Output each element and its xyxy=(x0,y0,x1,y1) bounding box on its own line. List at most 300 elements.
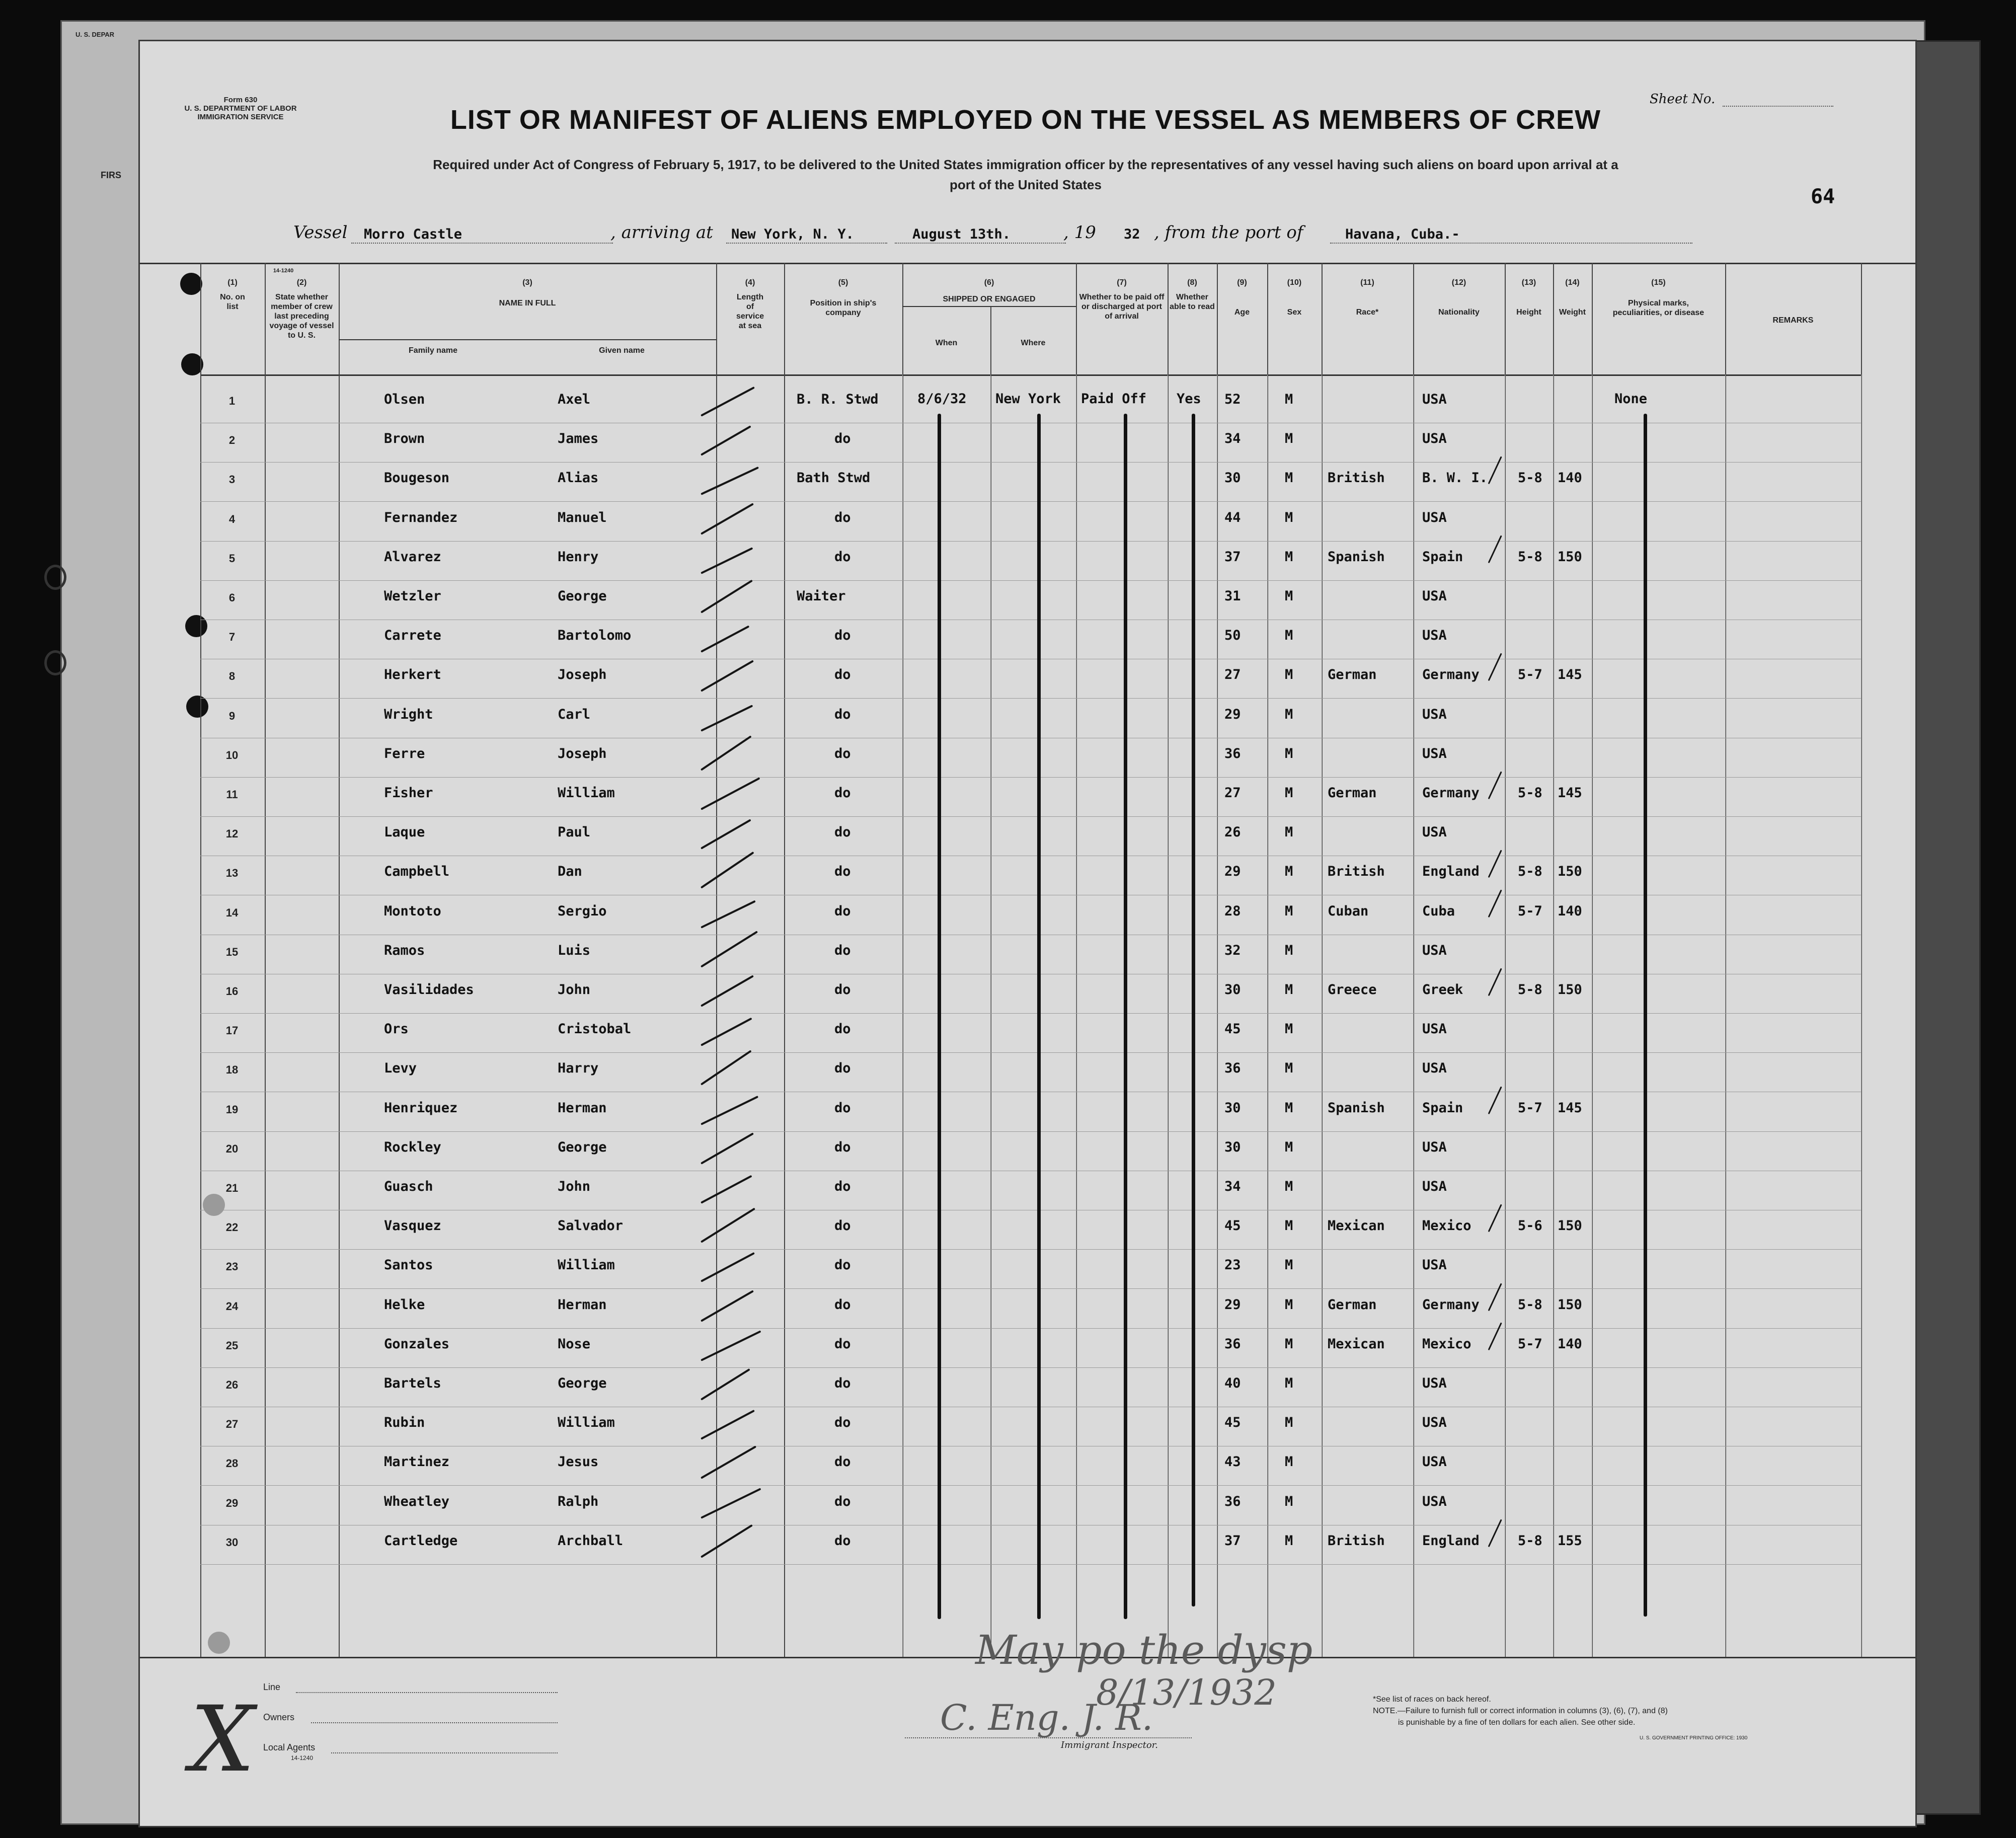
check-mark xyxy=(701,1096,758,1125)
race: British xyxy=(1328,864,1385,879)
check-mark xyxy=(701,1018,752,1046)
row-number: 26 xyxy=(225,1378,239,1391)
binder-hole xyxy=(203,1194,225,1216)
grid-line xyxy=(902,374,903,1657)
nationality: USA xyxy=(1422,1375,1447,1391)
weight: 150 xyxy=(1558,1297,1582,1313)
col-number-label: (12) xyxy=(1451,278,1466,287)
check-mark xyxy=(701,705,753,732)
agents-code: 14-1240 xyxy=(291,1754,314,1762)
sex: M xyxy=(1285,470,1293,486)
given-name: John xyxy=(558,982,591,998)
sex: M xyxy=(1285,1218,1293,1234)
age: 36 xyxy=(1224,1060,1241,1076)
given-name: Joseph xyxy=(558,746,607,761)
ditto-line-where xyxy=(1037,414,1041,1619)
position: do xyxy=(834,785,851,801)
sex: M xyxy=(1285,628,1293,643)
height: 5-6 xyxy=(1518,1218,1542,1234)
family-name: Campbell xyxy=(384,864,450,879)
arriving-port: New York, N. Y. xyxy=(731,226,854,242)
position: do xyxy=(834,1415,851,1430)
ditto-line-marks xyxy=(1644,414,1647,1617)
position: do xyxy=(834,707,851,722)
agents-label: Local Agents xyxy=(263,1742,316,1752)
age: 28 xyxy=(1224,903,1241,919)
family-name: Levy xyxy=(384,1060,417,1076)
col-header-service xyxy=(716,278,784,331)
nationality: USA xyxy=(1422,824,1447,840)
shipped-when: 8/6/32 xyxy=(917,391,967,407)
row-number: 5 xyxy=(228,552,236,565)
row-number: 28 xyxy=(225,1457,239,1470)
row-number: 18 xyxy=(225,1063,239,1076)
family-name: Rubin xyxy=(384,1415,425,1430)
tick-mark xyxy=(1488,535,1502,563)
family-name: Vasquez xyxy=(384,1218,441,1234)
row-number: 23 xyxy=(225,1260,239,1273)
age: 44 xyxy=(1224,510,1241,525)
family-name: Bougeson xyxy=(384,470,450,486)
row-number: 20 xyxy=(225,1142,239,1155)
col-label: Weight xyxy=(1559,308,1586,317)
owners-field xyxy=(311,1722,558,1723)
date-line xyxy=(895,243,1066,244)
given-name: Bartolomo xyxy=(558,628,632,643)
sex: M xyxy=(1285,746,1293,761)
position: do xyxy=(834,1336,851,1352)
header-bottom-rule xyxy=(200,374,1861,376)
sex: M xyxy=(1285,707,1293,722)
height: 5-8 xyxy=(1518,549,1542,565)
check-mark xyxy=(701,1175,752,1204)
row-number: 27 xyxy=(225,1418,239,1430)
position: do xyxy=(834,1297,851,1313)
age: 50 xyxy=(1224,628,1241,643)
handwritten-signature: C. Eng. J. R. xyxy=(940,1697,1153,1738)
family-name: Henriquez xyxy=(384,1100,458,1116)
position: do xyxy=(834,943,851,958)
binder-ring xyxy=(44,565,66,590)
nationality: Greek xyxy=(1422,982,1463,998)
check-mark xyxy=(701,975,754,1007)
check-mark xyxy=(701,1488,761,1518)
position: do xyxy=(834,1533,851,1549)
col-number-label: (5) xyxy=(838,278,848,287)
age: 29 xyxy=(1224,707,1241,722)
race: Spanish xyxy=(1328,549,1385,565)
row-number: 10 xyxy=(225,749,239,761)
sex: M xyxy=(1285,1179,1293,1194)
given-name: Axel xyxy=(558,392,591,407)
check-mark xyxy=(701,852,754,889)
nationality: England xyxy=(1422,864,1480,879)
vessel-name: Morro Castle xyxy=(364,226,462,242)
age: 30 xyxy=(1224,982,1241,998)
nationality: USA xyxy=(1422,588,1447,604)
check-mark xyxy=(701,580,753,614)
ditto-line-when xyxy=(938,414,941,1619)
tick-mark xyxy=(1488,1204,1502,1232)
given-name: George xyxy=(558,1139,607,1155)
position: B. R. Stwd xyxy=(797,392,879,407)
check-mark xyxy=(701,387,755,417)
sex: M xyxy=(1285,824,1293,840)
nationality: Germany xyxy=(1422,667,1480,682)
binder-hole xyxy=(185,615,207,637)
handwritten-mark: X xyxy=(190,1687,255,1792)
nationality: Mexico xyxy=(1422,1336,1471,1352)
check-mark xyxy=(701,503,754,534)
sex: M xyxy=(1285,903,1293,919)
age: 34 xyxy=(1224,431,1241,446)
race: British xyxy=(1328,1533,1385,1549)
row-number: 12 xyxy=(225,827,239,840)
vessel-line xyxy=(351,243,613,244)
tick-mark xyxy=(1488,456,1502,484)
family-name: Ors xyxy=(384,1021,409,1037)
check-mark xyxy=(701,1132,754,1164)
given-name: James xyxy=(558,431,599,446)
given-name: Nose xyxy=(558,1336,591,1352)
row-number: 15 xyxy=(225,946,239,958)
given-name: Ralph xyxy=(558,1494,599,1509)
check-mark xyxy=(701,626,749,653)
given-name: George xyxy=(558,1375,607,1391)
race: Cuban xyxy=(1328,903,1369,919)
family-name: Laque xyxy=(384,824,425,840)
age: 27 xyxy=(1224,785,1241,801)
position: do xyxy=(834,1375,851,1391)
family-name: Wheatley xyxy=(384,1494,450,1509)
col-label: Race* xyxy=(1356,308,1379,317)
col-header-race xyxy=(1322,278,1413,317)
tick-mark xyxy=(1488,653,1502,681)
line-field xyxy=(296,1692,558,1693)
grid-line xyxy=(990,374,991,1657)
family-name: Carrete xyxy=(384,628,441,643)
nationality: England xyxy=(1422,1533,1480,1549)
weight: 145 xyxy=(1558,1100,1582,1116)
nationality: USA xyxy=(1422,510,1447,525)
handwritten-inspector-note: May po the dysp xyxy=(975,1627,1313,1673)
col-number-label: (4) xyxy=(745,278,755,287)
check-mark xyxy=(701,1208,755,1243)
col-header-read xyxy=(1168,278,1217,312)
penalty-note-2: is punishable by a fine of ten dollars for each alien. See other side. xyxy=(1398,1718,1636,1727)
nationality: USA xyxy=(1422,1179,1447,1194)
given-name: Sergio xyxy=(558,903,607,919)
tick-mark xyxy=(1488,1283,1502,1311)
from-port: Havana, Cuba.- xyxy=(1345,226,1460,242)
position: Bath Stwd xyxy=(797,470,871,486)
col-header-given-name: Given name xyxy=(599,346,645,355)
row-divider xyxy=(200,1288,1861,1289)
sex: M xyxy=(1285,588,1293,604)
family-name: Cartledge xyxy=(384,1533,458,1549)
able-to-read: Yes xyxy=(1177,391,1201,407)
weight: 155 xyxy=(1558,1533,1582,1549)
sex: M xyxy=(1285,785,1293,801)
weight: 140 xyxy=(1558,903,1582,919)
ditto-line-paid xyxy=(1124,414,1127,1619)
row-number: 7 xyxy=(228,631,236,643)
age: 30 xyxy=(1224,470,1241,486)
col-number-label: (14) xyxy=(1565,278,1580,287)
nationality: USA xyxy=(1422,628,1447,643)
nationality: Spain xyxy=(1422,1100,1463,1116)
age: 37 xyxy=(1224,1533,1241,1549)
family-name: Gonzales xyxy=(384,1336,450,1352)
height: 5-8 xyxy=(1518,1533,1542,1549)
row-divider xyxy=(200,462,1861,463)
sex: M xyxy=(1285,1533,1293,1549)
col-number-label: (9) xyxy=(1237,278,1247,287)
family-name: Herkert xyxy=(384,667,441,682)
row-divider xyxy=(200,777,1861,778)
vessel-label: Vessel xyxy=(293,222,348,243)
handwritten-date: 8/13/1932 xyxy=(1096,1672,1277,1713)
col-label: Physical marks, peculiarities, or disease xyxy=(1612,299,1704,317)
tick-mark xyxy=(1488,1322,1502,1350)
binder-hole xyxy=(186,696,208,718)
family-name: Wright xyxy=(384,707,433,722)
grid-line xyxy=(1725,374,1726,1657)
arrival-date: August 13th. xyxy=(912,226,1011,242)
given-name: Jesus xyxy=(558,1454,599,1470)
physical-marks: None xyxy=(1614,391,1648,407)
page-subtitle-2: port of the United States xyxy=(950,177,1102,192)
nationality: USA xyxy=(1422,943,1447,958)
nationality: Cuba xyxy=(1422,903,1455,919)
age: 40 xyxy=(1224,1375,1241,1391)
family-name: Guasch xyxy=(384,1179,433,1194)
row-divider xyxy=(200,501,1861,502)
given-name: John xyxy=(558,1179,591,1194)
back-sheet-label-2: FIRS xyxy=(101,170,122,180)
row-number: 11 xyxy=(226,788,238,801)
age: 30 xyxy=(1224,1100,1241,1116)
age: 45 xyxy=(1224,1218,1241,1234)
col-label: Whether to be paid off or discharged at port of arrival xyxy=(1079,293,1165,321)
age: 29 xyxy=(1224,1297,1241,1313)
col-header-family-name: Family name xyxy=(409,346,457,355)
check-mark xyxy=(701,1410,755,1440)
sex: M xyxy=(1285,667,1293,682)
col-header-shipped xyxy=(902,278,1076,304)
nationality: USA xyxy=(1422,1021,1447,1037)
inspector-label: Immigrant Inspector. xyxy=(1061,1740,1158,1750)
height: 5-8 xyxy=(1518,785,1542,801)
check-mark xyxy=(701,425,751,455)
col-label: NAME IN FULL xyxy=(499,299,556,308)
row-divider xyxy=(200,1013,1861,1014)
given-name: Harry xyxy=(558,1060,599,1076)
nationality: USA xyxy=(1422,1060,1447,1076)
row-number: 30 xyxy=(225,1536,239,1549)
nationality: USA xyxy=(1422,392,1447,407)
row-number: 19 xyxy=(225,1103,239,1116)
family-name: Fisher xyxy=(384,785,433,801)
shipped-subheader-rule xyxy=(902,306,1076,307)
check-mark xyxy=(701,1524,753,1558)
year-label: , 19 xyxy=(1063,222,1096,243)
sex: M xyxy=(1285,1100,1293,1116)
form-department: U. S. DEPARTMENT OF LABOR xyxy=(184,104,297,113)
age: 36 xyxy=(1224,1494,1241,1509)
grid-line xyxy=(1553,374,1554,1657)
position: do xyxy=(834,1021,851,1037)
family-name: Rockley xyxy=(384,1139,441,1155)
row-number: 24 xyxy=(225,1300,239,1313)
weight: 145 xyxy=(1558,785,1582,801)
sex: M xyxy=(1285,943,1293,958)
row-number: 3 xyxy=(228,473,236,486)
sex: M xyxy=(1285,1297,1293,1313)
check-mark xyxy=(701,467,759,495)
check-mark xyxy=(701,1330,761,1361)
weight: 150 xyxy=(1558,982,1582,998)
sex: M xyxy=(1285,982,1293,998)
given-name: Paul xyxy=(558,824,591,840)
height: 5-7 xyxy=(1518,1100,1542,1116)
nationality: USA xyxy=(1422,1257,1447,1273)
grid-line xyxy=(1413,374,1414,1657)
tick-mark xyxy=(1488,771,1502,799)
family-name: Fernandez xyxy=(384,510,458,525)
given-name: Dan xyxy=(558,864,582,879)
binder-hole xyxy=(180,273,202,295)
given-name: Cristobal xyxy=(558,1021,632,1037)
sex: M xyxy=(1285,864,1293,879)
age: 36 xyxy=(1224,746,1241,761)
col-header-where: Where xyxy=(1021,339,1046,347)
race: Mexican xyxy=(1328,1218,1385,1234)
check-mark xyxy=(701,1290,754,1322)
check-mark xyxy=(701,1368,750,1401)
sex: M xyxy=(1285,1336,1293,1352)
check-mark xyxy=(701,1050,752,1085)
col-label: Length of service at sea xyxy=(736,293,764,330)
col-number-label: (8) xyxy=(1187,278,1197,287)
weight: 150 xyxy=(1558,1218,1582,1234)
tick-mark xyxy=(1488,968,1502,996)
family-name: Helke xyxy=(384,1297,425,1313)
family-name: Olsen xyxy=(384,392,425,407)
age: 43 xyxy=(1224,1454,1241,1470)
col-header-sex xyxy=(1267,278,1322,317)
arriving-label: , arriving at xyxy=(610,222,713,243)
row-divider xyxy=(200,1249,1861,1250)
row-divider xyxy=(200,698,1861,699)
sex: M xyxy=(1285,1021,1293,1037)
given-name: Luis xyxy=(558,943,591,958)
race: Spanish xyxy=(1328,1100,1385,1116)
row-divider xyxy=(200,1131,1861,1132)
height: 5-8 xyxy=(1518,864,1542,879)
owners-label: Owners xyxy=(263,1712,295,1722)
col-number-label: (11) xyxy=(1360,278,1374,287)
col-header-remarks: REMARKS xyxy=(1772,316,1814,325)
check-mark xyxy=(701,1252,755,1282)
row-divider xyxy=(200,1328,1861,1329)
col-divider xyxy=(784,263,785,1657)
col-number-label: (7) xyxy=(1117,278,1127,287)
given-name: Herman xyxy=(558,1297,607,1313)
position: do xyxy=(834,1454,851,1470)
page-number: 64 xyxy=(1811,185,1835,208)
col-label: No. on list xyxy=(220,293,245,311)
position: do xyxy=(834,1257,851,1273)
col-header-position xyxy=(784,278,902,318)
sex: M xyxy=(1285,1454,1293,1470)
age: 37 xyxy=(1224,549,1241,565)
position: do xyxy=(834,982,851,998)
form-number: Form 630 xyxy=(223,96,258,104)
sex: M xyxy=(1285,392,1293,407)
binder-hole xyxy=(208,1632,230,1654)
shipped-where: New York xyxy=(995,391,1061,407)
row-number: 21 xyxy=(225,1182,239,1194)
race-note: *See list of races on back hereof. xyxy=(1373,1695,1491,1704)
table-top-rule xyxy=(140,263,1915,264)
given-name: Archball xyxy=(558,1533,624,1549)
col-label: SHIPPED OR ENGAGED xyxy=(943,295,1036,303)
family-name: Ferre xyxy=(384,746,425,761)
family-name: Vasilidades xyxy=(384,982,474,998)
col-header-number xyxy=(200,278,265,312)
nationality: USA xyxy=(1422,431,1447,446)
family-name: Ramos xyxy=(384,943,425,958)
nationality: Mexico xyxy=(1422,1218,1471,1234)
nationality: Spain xyxy=(1422,549,1463,565)
tick-mark xyxy=(1488,1086,1502,1114)
height: 5-7 xyxy=(1518,1336,1542,1352)
col-header-name xyxy=(339,278,716,308)
weight: 150 xyxy=(1558,864,1582,879)
col-divider xyxy=(716,263,717,1657)
age: 45 xyxy=(1224,1021,1241,1037)
tick-mark xyxy=(1488,1519,1502,1547)
col-header-when: When xyxy=(935,339,958,347)
row-number: 14 xyxy=(225,906,239,919)
row-number: 8 xyxy=(228,670,236,682)
age: 23 xyxy=(1224,1257,1241,1273)
page-title: LIST OR MANIFEST OF ALIENS EMPLOYED ON THE VESSEL AS MEMBERS OF CREW xyxy=(450,105,1601,135)
given-name: Herman xyxy=(558,1100,607,1116)
nationality: USA xyxy=(1422,1415,1447,1430)
from-line xyxy=(1330,243,1692,244)
manifest-sheet xyxy=(140,41,1915,1826)
col-label: State whether member of crew last preceding voyage of vessel to U. S. xyxy=(269,293,334,340)
check-mark xyxy=(701,931,758,967)
col-header-nationality xyxy=(1413,278,1505,317)
row-number: 2 xyxy=(228,434,236,446)
grid-line xyxy=(1267,374,1268,1657)
col-number-label: (1) xyxy=(227,278,238,287)
nationality: USA xyxy=(1422,746,1447,761)
nationality: Germany xyxy=(1422,785,1480,801)
sex: M xyxy=(1285,510,1293,525)
age: 27 xyxy=(1224,667,1241,682)
row-number: 22 xyxy=(225,1221,239,1234)
row-divider xyxy=(200,1367,1861,1368)
row-divider xyxy=(200,580,1861,581)
given-name: Carl xyxy=(558,707,591,722)
age: 29 xyxy=(1224,864,1241,879)
sex: M xyxy=(1285,549,1293,565)
age: 34 xyxy=(1224,1179,1241,1194)
